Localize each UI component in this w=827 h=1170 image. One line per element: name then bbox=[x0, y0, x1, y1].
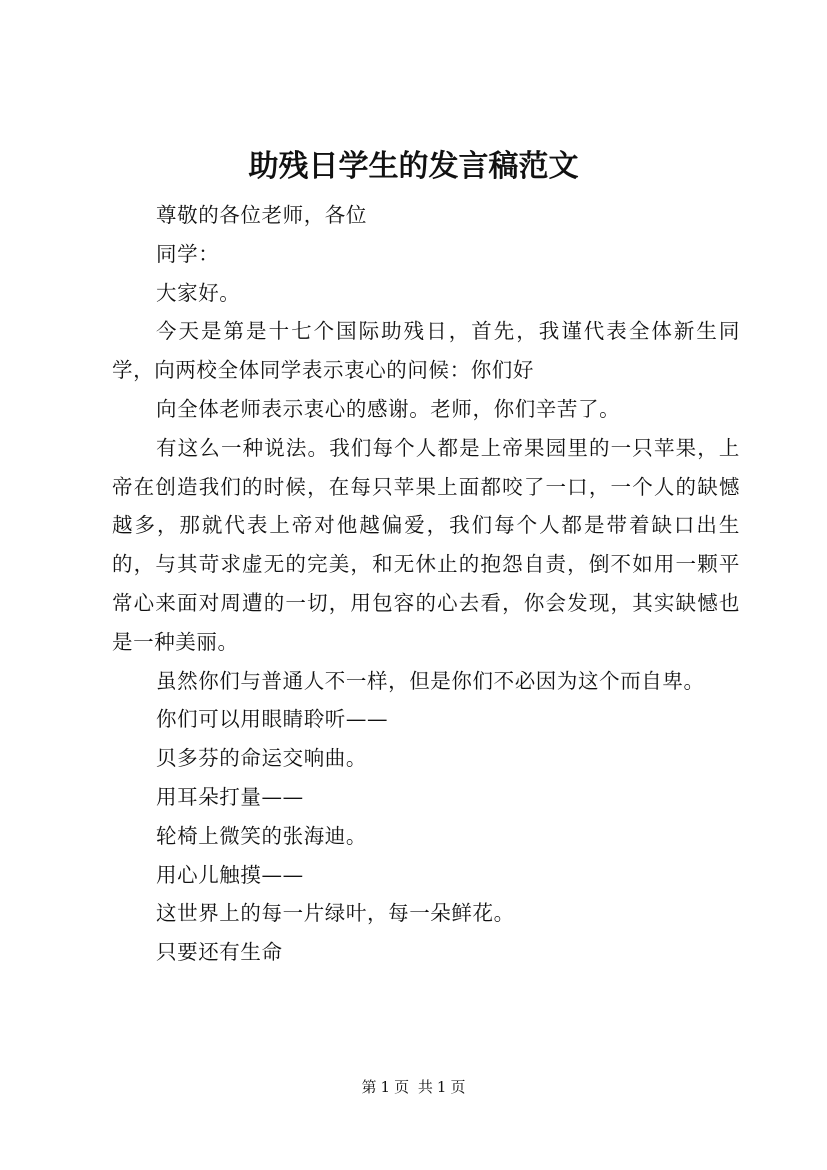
total-page-number: 1 bbox=[436, 1078, 447, 1096]
total-unit: 页 bbox=[450, 1078, 466, 1096]
page-footer bbox=[0, 1076, 827, 1098]
paragraph-line: 你们可以用眼睛聆听—— bbox=[156, 707, 389, 732]
page-label: 第 bbox=[361, 1078, 377, 1096]
paragraph-salutation-cont: 同学： bbox=[156, 241, 220, 266]
paragraph-apple-saying: 有这么一种说法。我们每个人都是上帝果园里的一只苹果，上帝在创造我们的时候，在每只苹果上面都咬了一口，一个人的缺憾越多，那就代表上帝对他越偏爱，我们每个人都是带着缺口出生的，与其苛求虚无的完美，和无休止的抱怨自责，倒不如用一颗平常心来面对周遭的一切，用包容的心去看，你会发现，其实缺憾也是一种美丽。 bbox=[112, 435, 740, 654]
paragraph-thanks: 向全体老师表示衷心的感谢。老师，你们辛苦了。 bbox=[156, 396, 621, 421]
paragraph-line: 轮椅上微笑的张海迪。 bbox=[156, 823, 367, 848]
paragraph-line: 用心儿触摸—— bbox=[156, 862, 304, 887]
document-title: 助残日学生的发言稿范文 bbox=[248, 149, 579, 184]
document-body bbox=[112, 196, 740, 972]
paragraph-salutation: 尊敬的各位老师，各位 bbox=[156, 203, 367, 227]
paragraph-line: 只要还有生命 bbox=[156, 940, 283, 965]
paragraph-encouragement: 虽然你们与普通人不一样，但是你们不必因为这个而自卑。 bbox=[156, 668, 705, 693]
paragraph-opening: 今天是第是十七个国际助残日，首先，我谨代表全体新生同学，向两校全体同学表示衷心的问候：你们好 bbox=[112, 319, 740, 383]
paragraph-greeting: 大家好。 bbox=[156, 280, 241, 305]
paragraph-line: 贝多芬的命运交响曲。 bbox=[156, 746, 367, 771]
page-unit: 页 bbox=[394, 1078, 410, 1096]
total-label: 共 bbox=[417, 1078, 433, 1096]
paragraph-line: 用耳朵打量—— bbox=[156, 784, 304, 809]
current-page-number: 1 bbox=[380, 1078, 391, 1096]
paragraph-line: 这世界上的每一片绿叶，每一朵鲜花。 bbox=[156, 901, 515, 926]
